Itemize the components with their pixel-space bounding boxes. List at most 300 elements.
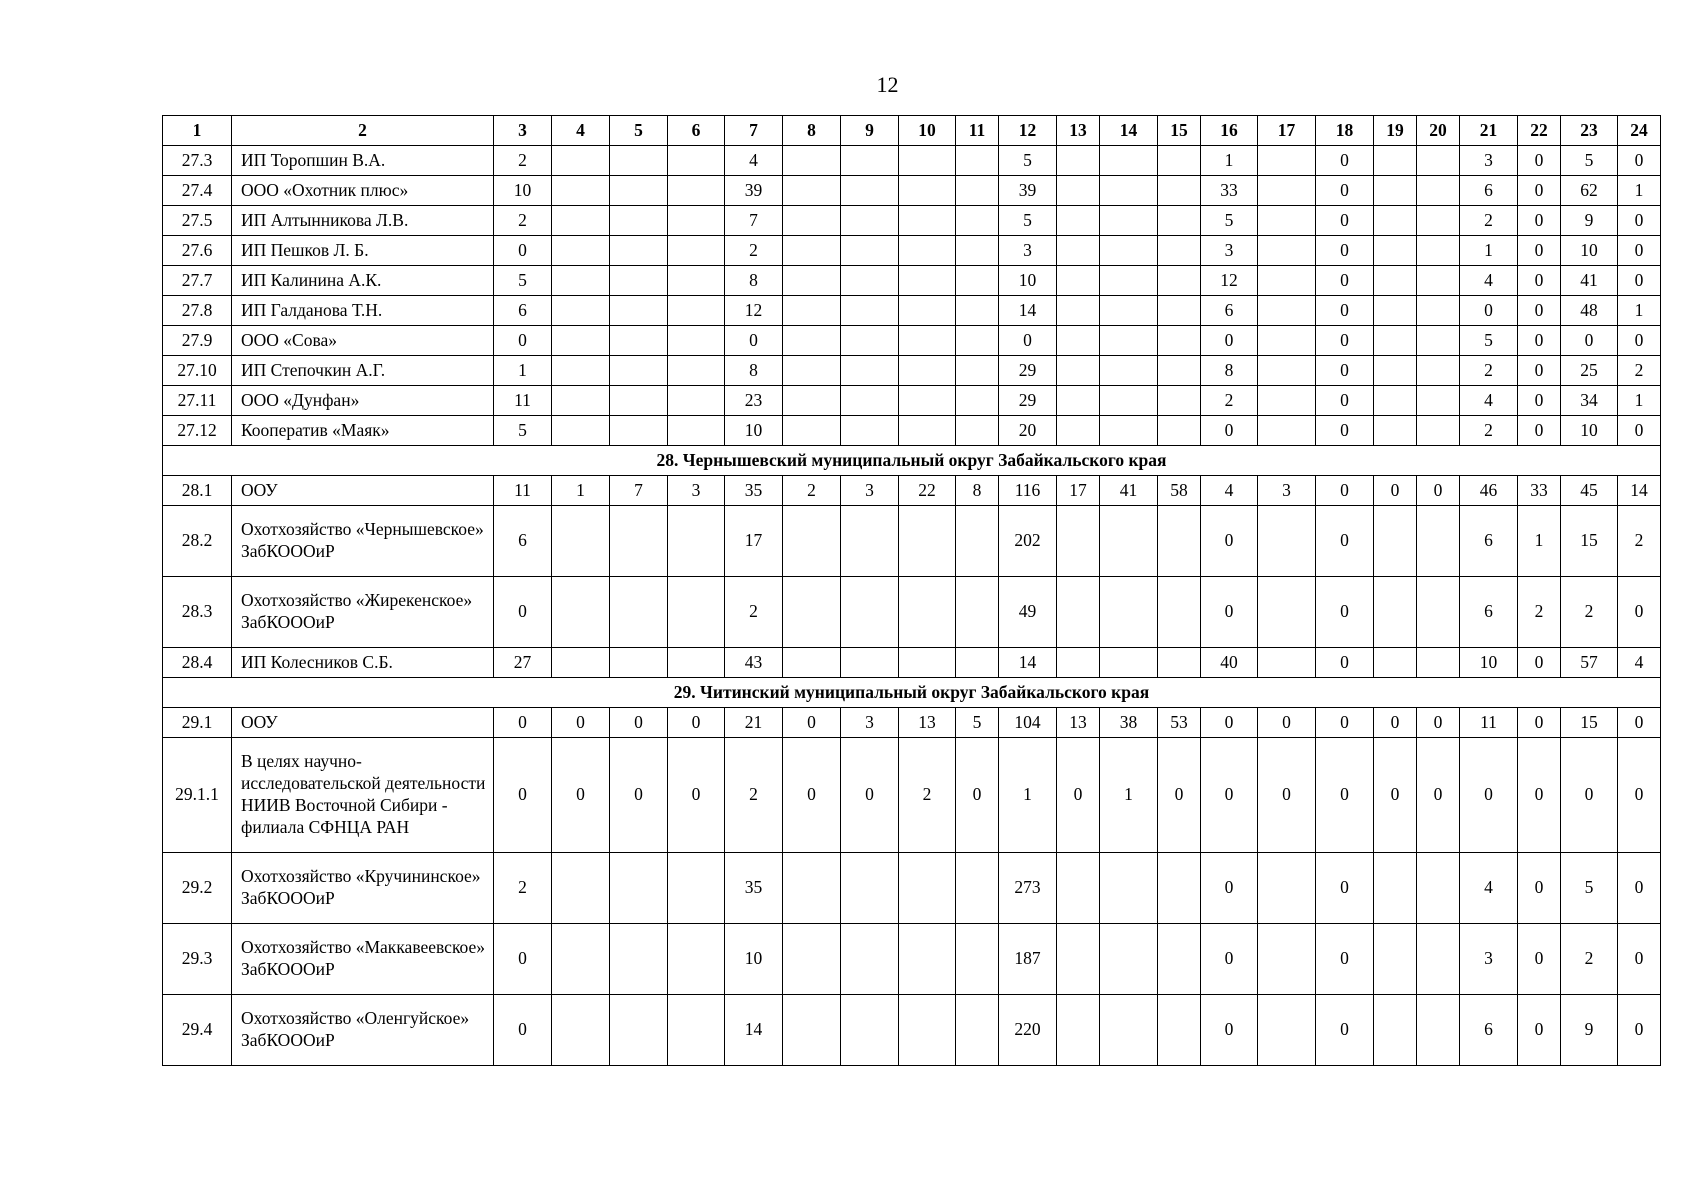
table-cell: 45 <box>1561 476 1618 506</box>
table-cell: 6 <box>1460 995 1518 1066</box>
table-cell <box>899 266 956 296</box>
table-cell: 0 <box>1417 738 1460 853</box>
table-cell: 0 <box>668 738 725 853</box>
table-cell: 0 <box>1316 206 1374 236</box>
table-cell <box>1374 146 1417 176</box>
table-row <box>163 266 1661 296</box>
table-cell: 0 <box>1258 708 1316 738</box>
table-cell <box>668 356 725 386</box>
table-cell <box>1417 648 1460 678</box>
row-name: ИП Степочкин А.Г. <box>232 356 494 386</box>
table-cell <box>610 853 668 924</box>
table-row <box>163 236 1661 266</box>
table-cell: 0 <box>1417 476 1460 506</box>
table-cell: 187 <box>999 924 1057 995</box>
table-cell: 1 <box>1100 738 1158 853</box>
table-cell: 0 <box>1201 995 1258 1066</box>
row-name: Охотхозяйство «Маккавеевское» ЗабКОООиР <box>232 924 494 995</box>
table-cell <box>899 326 956 356</box>
table-cell <box>841 924 899 995</box>
table-cell <box>610 416 668 446</box>
table-cell: 6 <box>494 296 552 326</box>
table-cell <box>1258 176 1316 206</box>
table-cell: 3 <box>841 476 899 506</box>
table-cell <box>841 577 899 648</box>
table-cell <box>1158 296 1201 326</box>
table-cell <box>1258 386 1316 416</box>
table-cell <box>668 326 725 356</box>
column-header: 24 <box>1618 116 1661 146</box>
table-cell <box>1374 386 1417 416</box>
column-header: 17 <box>1258 116 1316 146</box>
table-cell <box>956 296 999 326</box>
table-cell <box>841 296 899 326</box>
table-cell: 2 <box>1201 386 1258 416</box>
table-cell <box>1258 146 1316 176</box>
table-cell <box>668 296 725 326</box>
row-name: В целях научно-исследовательской деятельности НИИВ Восточной Сибири - филиала СФНЦА РАН <box>232 738 494 853</box>
table-cell: 23 <box>725 386 783 416</box>
table-cell: 5 <box>1561 853 1618 924</box>
table-cell <box>899 853 956 924</box>
table-cell: 2 <box>494 146 552 176</box>
table-cell <box>1158 924 1201 995</box>
column-header: 20 <box>1417 116 1460 146</box>
table-cell: 48 <box>1561 296 1618 326</box>
table-cell: 3 <box>999 236 1057 266</box>
table-cell <box>1057 356 1100 386</box>
table-cell: 27 <box>494 648 552 678</box>
table-cell: 33 <box>1518 476 1561 506</box>
table-cell <box>1258 236 1316 266</box>
table-cell <box>1057 924 1100 995</box>
table-cell: 0 <box>1618 738 1661 853</box>
column-header: 15 <box>1158 116 1201 146</box>
table-cell: 5 <box>494 416 552 446</box>
table-cell: 29 <box>999 386 1057 416</box>
table-cell: 41 <box>1100 476 1158 506</box>
table-cell: 0 <box>1518 356 1561 386</box>
table-cell <box>610 296 668 326</box>
table-row <box>163 176 1661 206</box>
table-cell: 0 <box>1316 577 1374 648</box>
row-name: ООО «Сова» <box>232 326 494 356</box>
table-cell: 5 <box>1460 326 1518 356</box>
table-cell: 1 <box>1618 386 1661 416</box>
table-cell: 0 <box>494 236 552 266</box>
table-cell: 2 <box>494 206 552 236</box>
table-cell: 0 <box>1316 924 1374 995</box>
table-cell <box>1374 176 1417 206</box>
table-cell: 5 <box>1201 206 1258 236</box>
table-cell <box>610 386 668 416</box>
column-header: 8 <box>783 116 841 146</box>
table-cell: 7 <box>725 206 783 236</box>
table-cell <box>1417 995 1460 1066</box>
table-cell <box>1057 176 1100 206</box>
row-name: ИП Галданова Т.Н. <box>232 296 494 326</box>
column-header: 7 <box>725 116 783 146</box>
table-cell <box>668 176 725 206</box>
table-cell: 10 <box>999 266 1057 296</box>
row-number: 29.1.1 <box>163 738 232 853</box>
table-cell <box>1057 326 1100 356</box>
row-name: ООУ <box>232 476 494 506</box>
table-cell: 3 <box>841 708 899 738</box>
table-cell: 6 <box>1460 506 1518 577</box>
table-cell <box>552 326 610 356</box>
table-cell: 0 <box>1618 924 1661 995</box>
table-cell: 0 <box>1316 236 1374 266</box>
table-cell <box>552 146 610 176</box>
row-name: Кооператив «Маяк» <box>232 416 494 446</box>
row-number: 27.10 <box>163 356 232 386</box>
table-cell: 0 <box>494 738 552 853</box>
table-cell <box>783 416 841 446</box>
table-cell: 35 <box>725 476 783 506</box>
table-cell <box>552 853 610 924</box>
table-cell: 0 <box>1561 326 1618 356</box>
table-row <box>163 476 1661 506</box>
table-cell <box>1057 266 1100 296</box>
table-cell <box>610 266 668 296</box>
table-cell: 4 <box>1460 266 1518 296</box>
table-cell <box>899 236 956 266</box>
table-cell <box>1100 577 1158 648</box>
row-number: 28.4 <box>163 648 232 678</box>
table-cell: 0 <box>1201 326 1258 356</box>
table-row <box>163 577 1661 648</box>
table-cell <box>841 416 899 446</box>
table-cell <box>1100 146 1158 176</box>
table-cell: 5 <box>1561 146 1618 176</box>
table-cell: 0 <box>1258 738 1316 853</box>
table-cell: 0 <box>610 738 668 853</box>
table-cell <box>1417 356 1460 386</box>
table-cell <box>1417 386 1460 416</box>
page-number: 12 <box>876 72 899 97</box>
table-row <box>163 738 1661 853</box>
section-row <box>163 446 1661 476</box>
table-cell <box>1100 506 1158 577</box>
table-cell: 0 <box>1518 236 1561 266</box>
table-row <box>163 995 1661 1066</box>
table-cell: 0 <box>1518 995 1561 1066</box>
table-cell <box>956 416 999 446</box>
table-cell <box>1417 326 1460 356</box>
table-row <box>163 356 1661 386</box>
row-number: 27.3 <box>163 146 232 176</box>
table-cell: 2 <box>494 853 552 924</box>
table-cell: 8 <box>956 476 999 506</box>
column-header: 19 <box>1374 116 1417 146</box>
table-cell: 40 <box>1201 648 1258 678</box>
table-cell: 0 <box>1518 648 1561 678</box>
table-cell: 0 <box>1518 266 1561 296</box>
table-cell <box>552 206 610 236</box>
row-name: ИП Алтынникова Л.В. <box>232 206 494 236</box>
column-header: 23 <box>1561 116 1618 146</box>
table-cell <box>1258 648 1316 678</box>
table-cell: 14 <box>725 995 783 1066</box>
table-cell <box>552 236 610 266</box>
row-number: 29.1 <box>163 708 232 738</box>
table-cell <box>1374 356 1417 386</box>
table-cell: 21 <box>725 708 783 738</box>
table-cell <box>1258 506 1316 577</box>
table-cell <box>1158 206 1201 236</box>
table-cell <box>1057 853 1100 924</box>
table-cell: 4 <box>1618 648 1661 678</box>
table-cell: 53 <box>1158 708 1201 738</box>
row-name: ООО «Охотник плюс» <box>232 176 494 206</box>
table-cell <box>1158 146 1201 176</box>
table-cell: 2 <box>1460 356 1518 386</box>
table-cell <box>668 648 725 678</box>
table-cell <box>841 506 899 577</box>
table-cell: 0 <box>1618 853 1661 924</box>
table-cell: 0 <box>1460 738 1518 853</box>
table-cell <box>1100 416 1158 446</box>
table-cell: 20 <box>999 416 1057 446</box>
table-cell: 1 <box>494 356 552 386</box>
table-cell <box>552 648 610 678</box>
row-number: 29.4 <box>163 995 232 1066</box>
table-cell <box>1100 176 1158 206</box>
table-cell <box>1100 648 1158 678</box>
data-table <box>162 115 1661 1066</box>
table-cell: 2 <box>1460 416 1518 446</box>
table-cell: 6 <box>1201 296 1258 326</box>
row-number: 27.5 <box>163 206 232 236</box>
table-cell <box>956 206 999 236</box>
table-cell <box>1057 416 1100 446</box>
table-cell <box>610 356 668 386</box>
table-cell: 0 <box>1618 708 1661 738</box>
table-cell <box>1100 266 1158 296</box>
table-cell: 0 <box>552 738 610 853</box>
section-title: 28. Чернышевский муниципальный округ Забайкальского края <box>163 446 1661 476</box>
table-cell: 13 <box>899 708 956 738</box>
table-cell <box>552 924 610 995</box>
table-cell: 22 <box>899 476 956 506</box>
table-cell: 3 <box>1460 924 1518 995</box>
table-cell <box>1158 386 1201 416</box>
table-cell <box>668 506 725 577</box>
table-cell: 33 <box>1201 176 1258 206</box>
table-cell: 0 <box>956 738 999 853</box>
table-cell: 15 <box>1561 506 1618 577</box>
table-row <box>163 648 1661 678</box>
table-cell: 49 <box>999 577 1057 648</box>
column-header: 9 <box>841 116 899 146</box>
table-cell: 17 <box>1057 476 1100 506</box>
table-cell: 1 <box>1618 176 1661 206</box>
column-header: 4 <box>552 116 610 146</box>
table-cell: 10 <box>725 416 783 446</box>
table-cell <box>956 176 999 206</box>
table-row <box>163 708 1661 738</box>
table-cell <box>610 577 668 648</box>
table-cell: 0 <box>1518 853 1561 924</box>
table-cell <box>899 146 956 176</box>
table-cell <box>956 648 999 678</box>
table-cell <box>1258 266 1316 296</box>
table-cell <box>783 266 841 296</box>
table-cell: 0 <box>1316 648 1374 678</box>
table-cell: 6 <box>494 506 552 577</box>
table-cell: 5 <box>999 206 1057 236</box>
table-cell <box>783 648 841 678</box>
table-cell: 0 <box>1374 708 1417 738</box>
table-cell: 4 <box>1460 853 1518 924</box>
table-cell <box>1158 506 1201 577</box>
table-cell: 13 <box>1057 708 1100 738</box>
table-cell <box>1158 266 1201 296</box>
table-cell: 1 <box>1518 506 1561 577</box>
column-header: 21 <box>1460 116 1518 146</box>
table-cell <box>783 176 841 206</box>
table-cell <box>552 356 610 386</box>
table-cell <box>956 995 999 1066</box>
table-cell: 3 <box>1201 236 1258 266</box>
table-cell <box>956 146 999 176</box>
table-cell: 6 <box>1460 577 1518 648</box>
table-cell: 43 <box>725 648 783 678</box>
table-cell: 9 <box>1561 206 1618 236</box>
table-cell: 2 <box>899 738 956 853</box>
table-cell <box>668 146 725 176</box>
column-header: 3 <box>494 116 552 146</box>
table-cell: 0 <box>1316 476 1374 506</box>
table-cell <box>610 206 668 236</box>
table-cell <box>1417 266 1460 296</box>
table-cell <box>841 356 899 386</box>
table-cell <box>1158 648 1201 678</box>
table-cell <box>1258 577 1316 648</box>
table-cell <box>783 386 841 416</box>
table-row <box>163 296 1661 326</box>
table-cell <box>1374 853 1417 924</box>
table-cell: 0 <box>494 326 552 356</box>
table-cell <box>841 206 899 236</box>
table-cell <box>783 146 841 176</box>
table-cell: 4 <box>725 146 783 176</box>
table-cell: 58 <box>1158 476 1201 506</box>
table-cell: 41 <box>1561 266 1618 296</box>
table-cell <box>956 577 999 648</box>
table-cell <box>1417 506 1460 577</box>
table-cell: 17 <box>725 506 783 577</box>
table-cell: 0 <box>1316 386 1374 416</box>
row-number: 27.4 <box>163 176 232 206</box>
table-cell: 0 <box>1618 995 1661 1066</box>
row-number: 27.8 <box>163 296 232 326</box>
table-cell: 2 <box>1518 577 1561 648</box>
table-cell: 29 <box>999 356 1057 386</box>
table-cell: 62 <box>1561 176 1618 206</box>
table-cell: 0 <box>1201 924 1258 995</box>
table-cell: 0 <box>1316 176 1374 206</box>
table-cell: 0 <box>1618 577 1661 648</box>
column-header: 5 <box>610 116 668 146</box>
table-cell <box>1417 206 1460 236</box>
row-number: 29.2 <box>163 853 232 924</box>
row-number: 28.3 <box>163 577 232 648</box>
table-cell <box>1258 296 1316 326</box>
table-cell <box>1100 326 1158 356</box>
table-cell: 202 <box>999 506 1057 577</box>
table-cell: 0 <box>1201 577 1258 648</box>
table-cell <box>1417 296 1460 326</box>
table-cell: 0 <box>1057 738 1100 853</box>
table-cell <box>610 236 668 266</box>
table-cell: 10 <box>494 176 552 206</box>
table-cell <box>783 296 841 326</box>
table-cell <box>1057 206 1100 236</box>
table-cell <box>841 648 899 678</box>
table-cell <box>1374 236 1417 266</box>
table-cell <box>610 146 668 176</box>
column-header: 14 <box>1100 116 1158 146</box>
table-cell: 12 <box>1201 266 1258 296</box>
table-cell <box>956 924 999 995</box>
row-name: ООУ <box>232 708 494 738</box>
table-cell: 116 <box>999 476 1057 506</box>
table-cell <box>610 506 668 577</box>
table-cell: 39 <box>999 176 1057 206</box>
table-cell <box>610 924 668 995</box>
table-cell: 0 <box>1316 266 1374 296</box>
table-cell <box>1374 577 1417 648</box>
table-cell <box>783 236 841 266</box>
table-cell: 0 <box>1201 506 1258 577</box>
table-cell: 0 <box>1518 924 1561 995</box>
column-header: 22 <box>1518 116 1561 146</box>
table-cell: 0 <box>1618 266 1661 296</box>
table-cell <box>1100 356 1158 386</box>
table-cell: 104 <box>999 708 1057 738</box>
table-cell <box>899 506 956 577</box>
table-cell: 0 <box>552 708 610 738</box>
table-row <box>163 924 1661 995</box>
column-header: 2 <box>232 116 494 146</box>
table-cell <box>552 506 610 577</box>
table-cell: 2 <box>725 738 783 853</box>
table-cell: 0 <box>1518 206 1561 236</box>
row-number: 28.1 <box>163 476 232 506</box>
table-cell <box>841 326 899 356</box>
table-cell <box>1158 995 1201 1066</box>
table-cell: 0 <box>1316 326 1374 356</box>
table-cell <box>841 266 899 296</box>
table-cell <box>1158 416 1201 446</box>
table-cell <box>610 326 668 356</box>
table-cell <box>1374 326 1417 356</box>
table-cell <box>1374 995 1417 1066</box>
table-cell: 1 <box>1460 236 1518 266</box>
table-cell: 0 <box>1316 708 1374 738</box>
table-cell: 0 <box>494 995 552 1066</box>
table-cell: 0 <box>1316 416 1374 446</box>
table-cell <box>1158 356 1201 386</box>
table-cell <box>1100 236 1158 266</box>
table-cell: 0 <box>1618 326 1661 356</box>
table-cell: 4 <box>1201 476 1258 506</box>
row-number: 27.6 <box>163 236 232 266</box>
table-cell: 12 <box>725 296 783 326</box>
table-cell <box>1374 506 1417 577</box>
